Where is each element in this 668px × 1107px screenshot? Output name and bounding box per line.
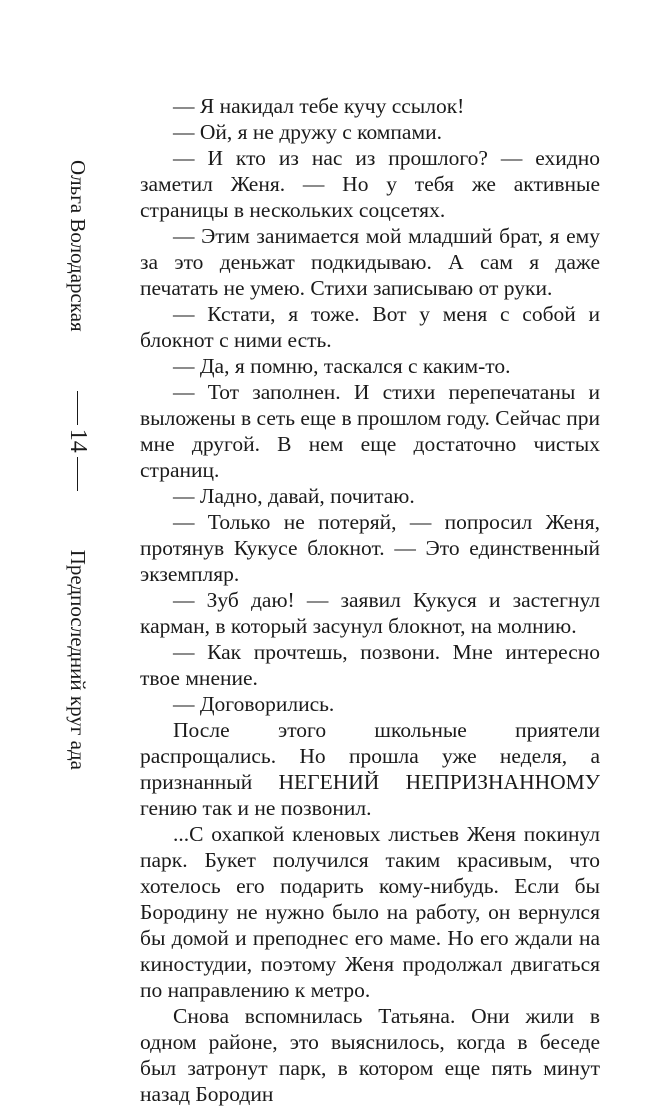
paragraph: Снова вспомнилась Татьяна. Они жили в одном районе, это выяснилось, когда в беседе был затронут парк, в котором еще пять минут назад Бородин <box>140 1004 600 1106</box>
paragraph: — Этим занимается мой младший брат, я ему за это деньжат подкидываю. А сам я даже печатать не умею. Стихи записываю от руки. <box>140 224 600 300</box>
paragraph: ...С охапкой кленовых листьев Женя покинул парк. Букет получился таким красивым, что хотелось его подарить кому-нибудь. Если бы Бородину не нужно было на работу, он вернулся бы домой и преподнес его маме. Но его ждали на киностудии, поэтому Женя продолжал двигаться по направлению к метро. <box>140 822 600 1002</box>
paragraph: — И кто из нас из прошлого? — ехидно заметил Женя. — Но у тебя же активные страницы в нескольких соцсетях. <box>140 146 600 222</box>
author-name: Ольга Володарская <box>66 160 90 332</box>
paragraph: — Кстати, я тоже. Вот у меня с собой и блокнот с ними есть. <box>140 302 600 352</box>
header-divider-right <box>77 457 78 491</box>
paragraph: — Я накидал тебе кучу ссылок! <box>173 94 465 118</box>
paragraph: — Тот заполнен. И стихи перепечатаны и выложены в сеть еще в прошлом году. Сейчас при мне другой. В нем еще достаточно чистых страниц. <box>140 380 600 482</box>
book-title: Предпоследний круг ада <box>66 549 90 770</box>
paragraph: — Зуб даю! — заявил Кукуся и застегнул карман, в который засунул блокнот, на молнию. <box>140 588 600 638</box>
running-header <box>62 160 94 770</box>
paragraph: — Ладно, давай, почитаю. <box>173 484 415 508</box>
paragraph: После этого школьные приятели распрощались. Но прошла уже неделя, а признанный НЕГЕНИЙ НЕПРИЗНАННОМУ гению так и не позвонил. <box>140 718 600 820</box>
paragraph: — Да, я помню, таскался с каким-то. <box>173 354 511 378</box>
page-number-text: 14 <box>65 428 91 453</box>
page-body-text <box>140 93 600 1107</box>
paragraph: — Договорились. <box>173 692 335 716</box>
page-number <box>62 415 94 467</box>
paragraph: — Только не потеряй, — попросил Женя, протянув Кукусе блокнот. — Это единственный экземпляр. <box>140 510 600 586</box>
paragraph: — Ой, я не дружу с компами. <box>173 120 442 144</box>
header-divider-left <box>77 391 78 425</box>
paragraph: — Как прочтешь, позвони. Мне интересно твое мнение. <box>140 640 600 690</box>
